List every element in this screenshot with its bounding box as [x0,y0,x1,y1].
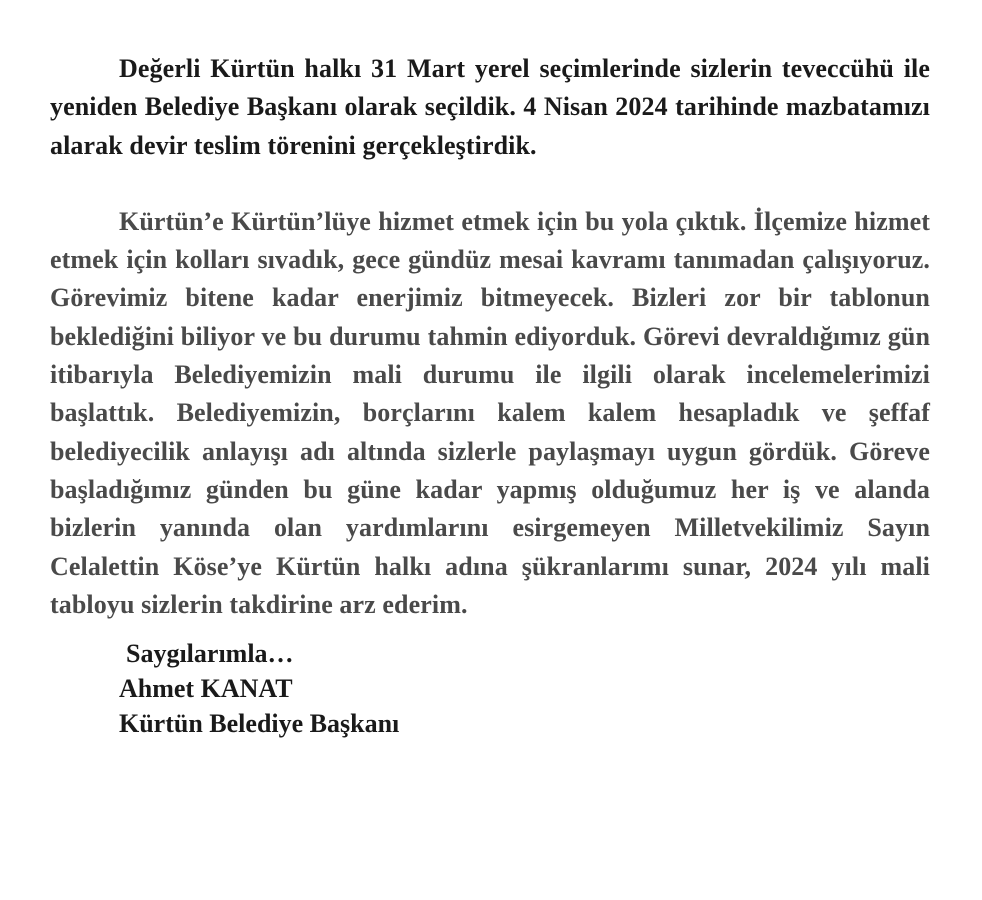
signature-block [50,636,930,741]
letter-paragraph-2: Kürtün’e Kürtün’lüye hizmet etmek için bu yola çıktık. İlçemize hizmet etmek için kolları sıvadık, gece gündüz mesai kavramı tanımadan çalışıyoruz. Görevimiz bitene kadar enerjimiz bitmeyecek. Bizleri zor bir tablonun beklediğini biliyor ve bu durumu tahmin ediyorduk. Görevi devraldığımız gün itibarıyla Belediyemizin mali durumu ile ilgili olarak incelemelerimizi başlattık. Belediyemizin, borçlarını kalem kalem hesapladık ve şeffaf belediyecilik anlayışı adı altında sizlerle paylaşmayı uygun gördük. Göreve başladığımız günden bu güne kadar yapmış olduğumuz her iş ve alanda bizlerin yanında olan yardımlarını esirgemeyen Milletvekilimiz Sayın Celalettin Köse’ye Kürtün halkı adına şükranlarımı sunar, 2024 yılı mali tabloyu sizlerin takdirine arz ederim. [50,206,930,619]
signer-title: Kürtün Belediye Başkanı [119,709,400,739]
closing-greeting: Saygılarımla… [126,639,294,669]
signer-name: Ahmet KANAT [119,674,293,704]
letter-document [50,50,930,741]
letter-paragraph-1: Değerli Kürtün halkı 31 Mart yerel seçimlerinde sizlerin teveccühü ile yeniden Belediye Başkanı olarak seçildik. 4 Nisan 2024 tarihinde mazbatamızı alarak devir teslim törenini gerçekleştirdik. [50,54,930,160]
